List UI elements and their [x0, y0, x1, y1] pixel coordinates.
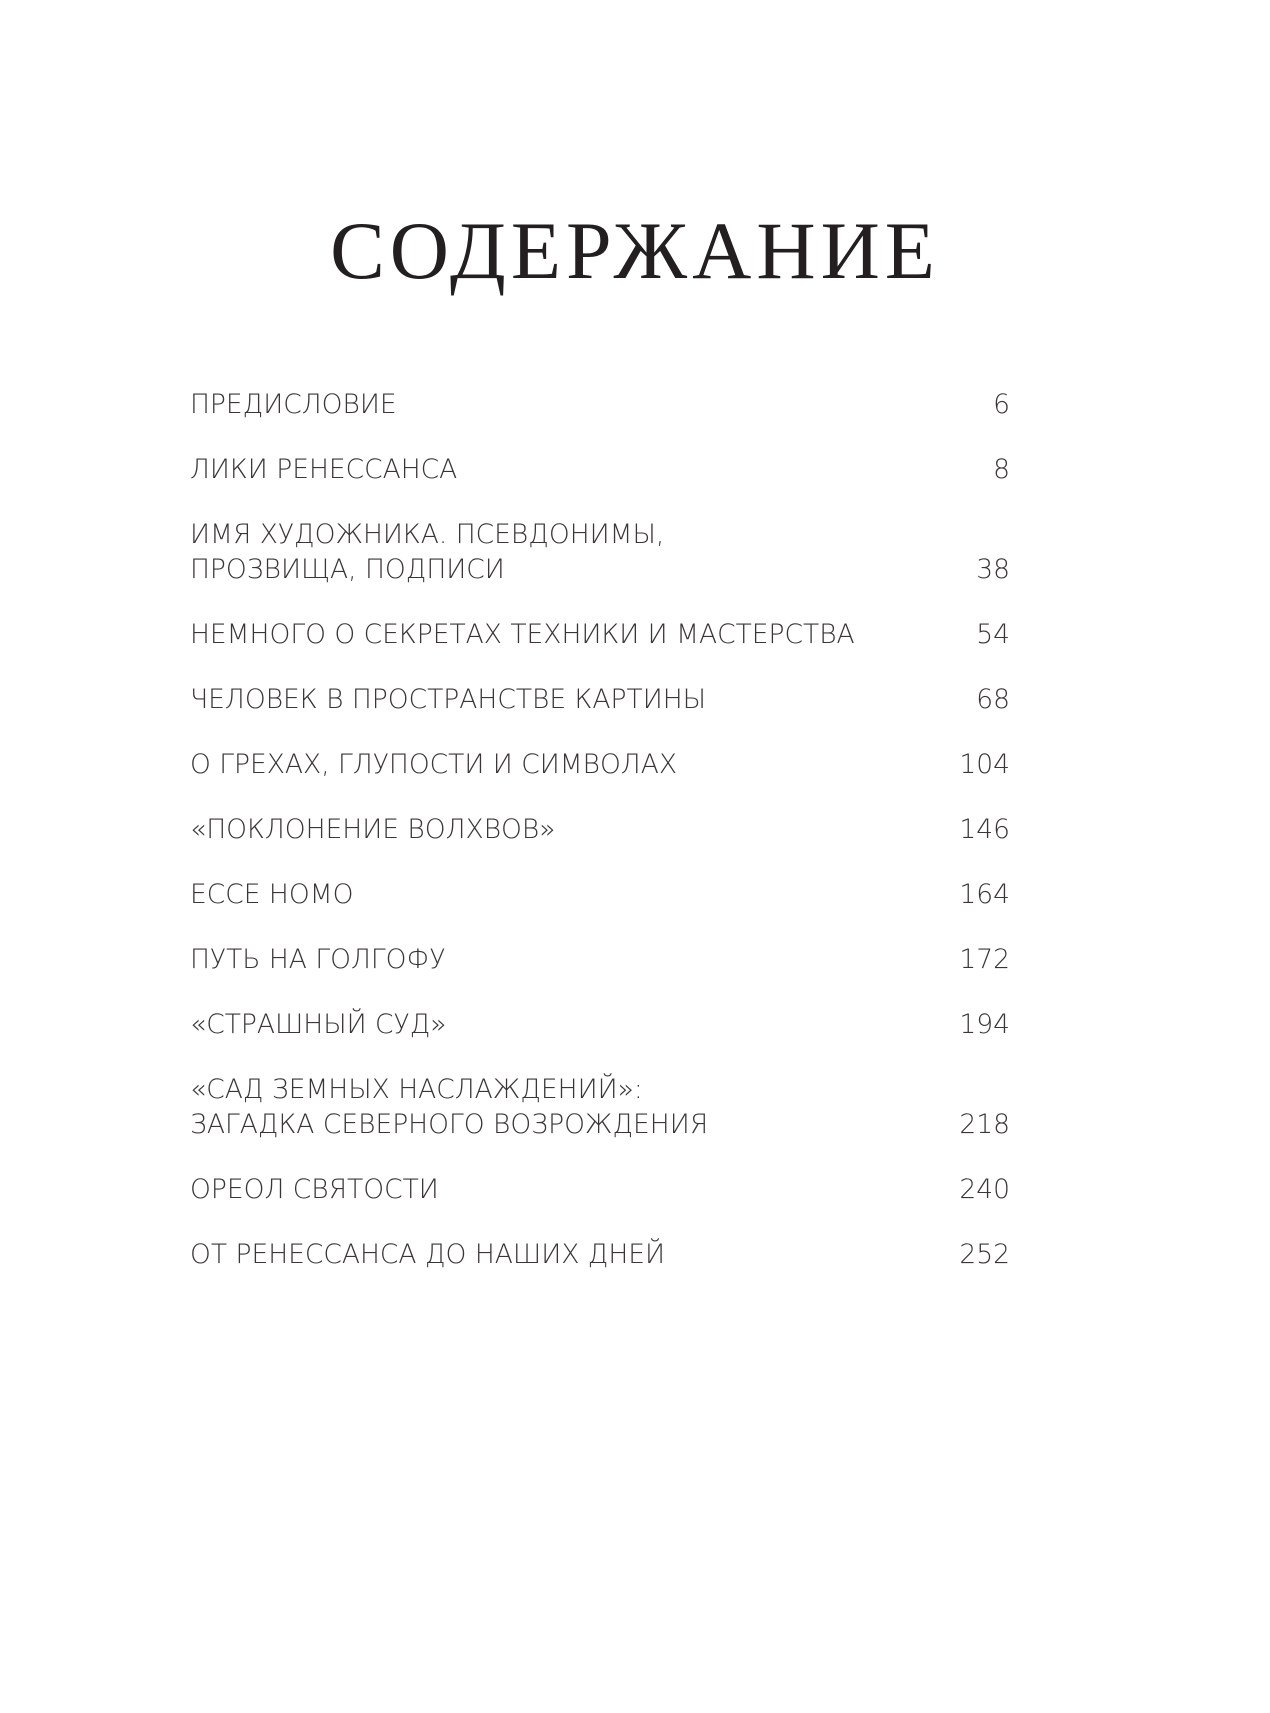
toc-entry[interactable]	[190, 682, 1010, 717]
toc-entry-page-number: 164	[959, 879, 1010, 910]
toc-entry[interactable]	[190, 1072, 1010, 1142]
toc-entry[interactable]	[190, 387, 1010, 422]
toc-entry-title: «ПОКЛОНЕНИЕ ВОЛХВОВ»	[190, 814, 556, 845]
toc-entry-title: НЕМНОГО О СЕКРЕТАХ ТЕХНИКИ И МАСТЕРСТВА	[190, 619, 855, 650]
table-of-contents	[190, 387, 1010, 1302]
toc-entry-page-number: 252	[959, 1239, 1010, 1270]
toc-entry-title: О ГРЕХАХ, ГЛУПОСТИ И СИМВОЛАХ	[190, 749, 678, 780]
toc-entry-page-number: 146	[959, 814, 1010, 845]
toc-entry-title: «САД ЗЕМНЫХ НАСЛАЖДЕНИЙ»: ЗАГАДКА СЕВЕРНОГО ВОЗРОЖДЕНИЯ	[190, 1074, 709, 1140]
toc-entry-page-number: 194	[959, 1009, 1010, 1040]
toc-entry-title: ИМЯ ХУДОЖНИКА. ПСЕВДОНИМЫ, ПРОЗВИЩА, ПОДПИСИ	[190, 519, 665, 585]
toc-entry[interactable]	[190, 877, 1010, 912]
toc-entry-page-number: 240	[959, 1174, 1010, 1205]
toc-entry-page-number: 54	[976, 619, 1010, 650]
toc-entry-page-number: 104	[959, 749, 1010, 780]
toc-entry-page-number: 8	[993, 454, 1010, 485]
toc-entry-title: «СТРАШНЫЙ СУД»	[190, 1009, 447, 1040]
toc-entry[interactable]	[190, 1172, 1010, 1207]
toc-entry[interactable]	[190, 747, 1010, 782]
toc-entry-page-number: 68	[976, 684, 1010, 715]
toc-entry-title: ЛИКИ РЕНЕССАНСА	[190, 454, 458, 485]
toc-entry-title: ПУТЬ НА ГОЛГОФУ	[190, 944, 446, 975]
toc-entry-page-number: 38	[976, 554, 1010, 585]
toc-entry[interactable]	[190, 517, 1010, 587]
toc-entry-title: ЧЕЛОВЕК В ПРОСТРАНСТВЕ КАРТИНЫ	[190, 684, 707, 715]
toc-entry[interactable]	[190, 812, 1010, 847]
toc-entry[interactable]	[190, 1007, 1010, 1042]
toc-entry-page-number: 6	[993, 389, 1010, 420]
toc-entry-title: ECCE HOMO	[190, 879, 354, 910]
toc-entry[interactable]	[190, 942, 1010, 977]
toc-entry[interactable]	[190, 1237, 1010, 1272]
toc-entry-title: ОТ РЕНЕССАНСА ДО НАШИХ ДНЕЙ	[190, 1239, 666, 1270]
toc-entry-title: ОРЕОЛ СВЯТОСТИ	[190, 1174, 439, 1205]
toc-entry[interactable]	[190, 617, 1010, 652]
toc-entry-page-number: 218	[959, 1109, 1010, 1140]
page-title: СОДЕРЖАНИЕ	[330, 205, 940, 296]
toc-entry[interactable]	[190, 452, 1010, 487]
toc-entry-title: ПРЕДИСЛОВИЕ	[190, 389, 397, 420]
toc-entry-page-number: 172	[959, 944, 1010, 975]
